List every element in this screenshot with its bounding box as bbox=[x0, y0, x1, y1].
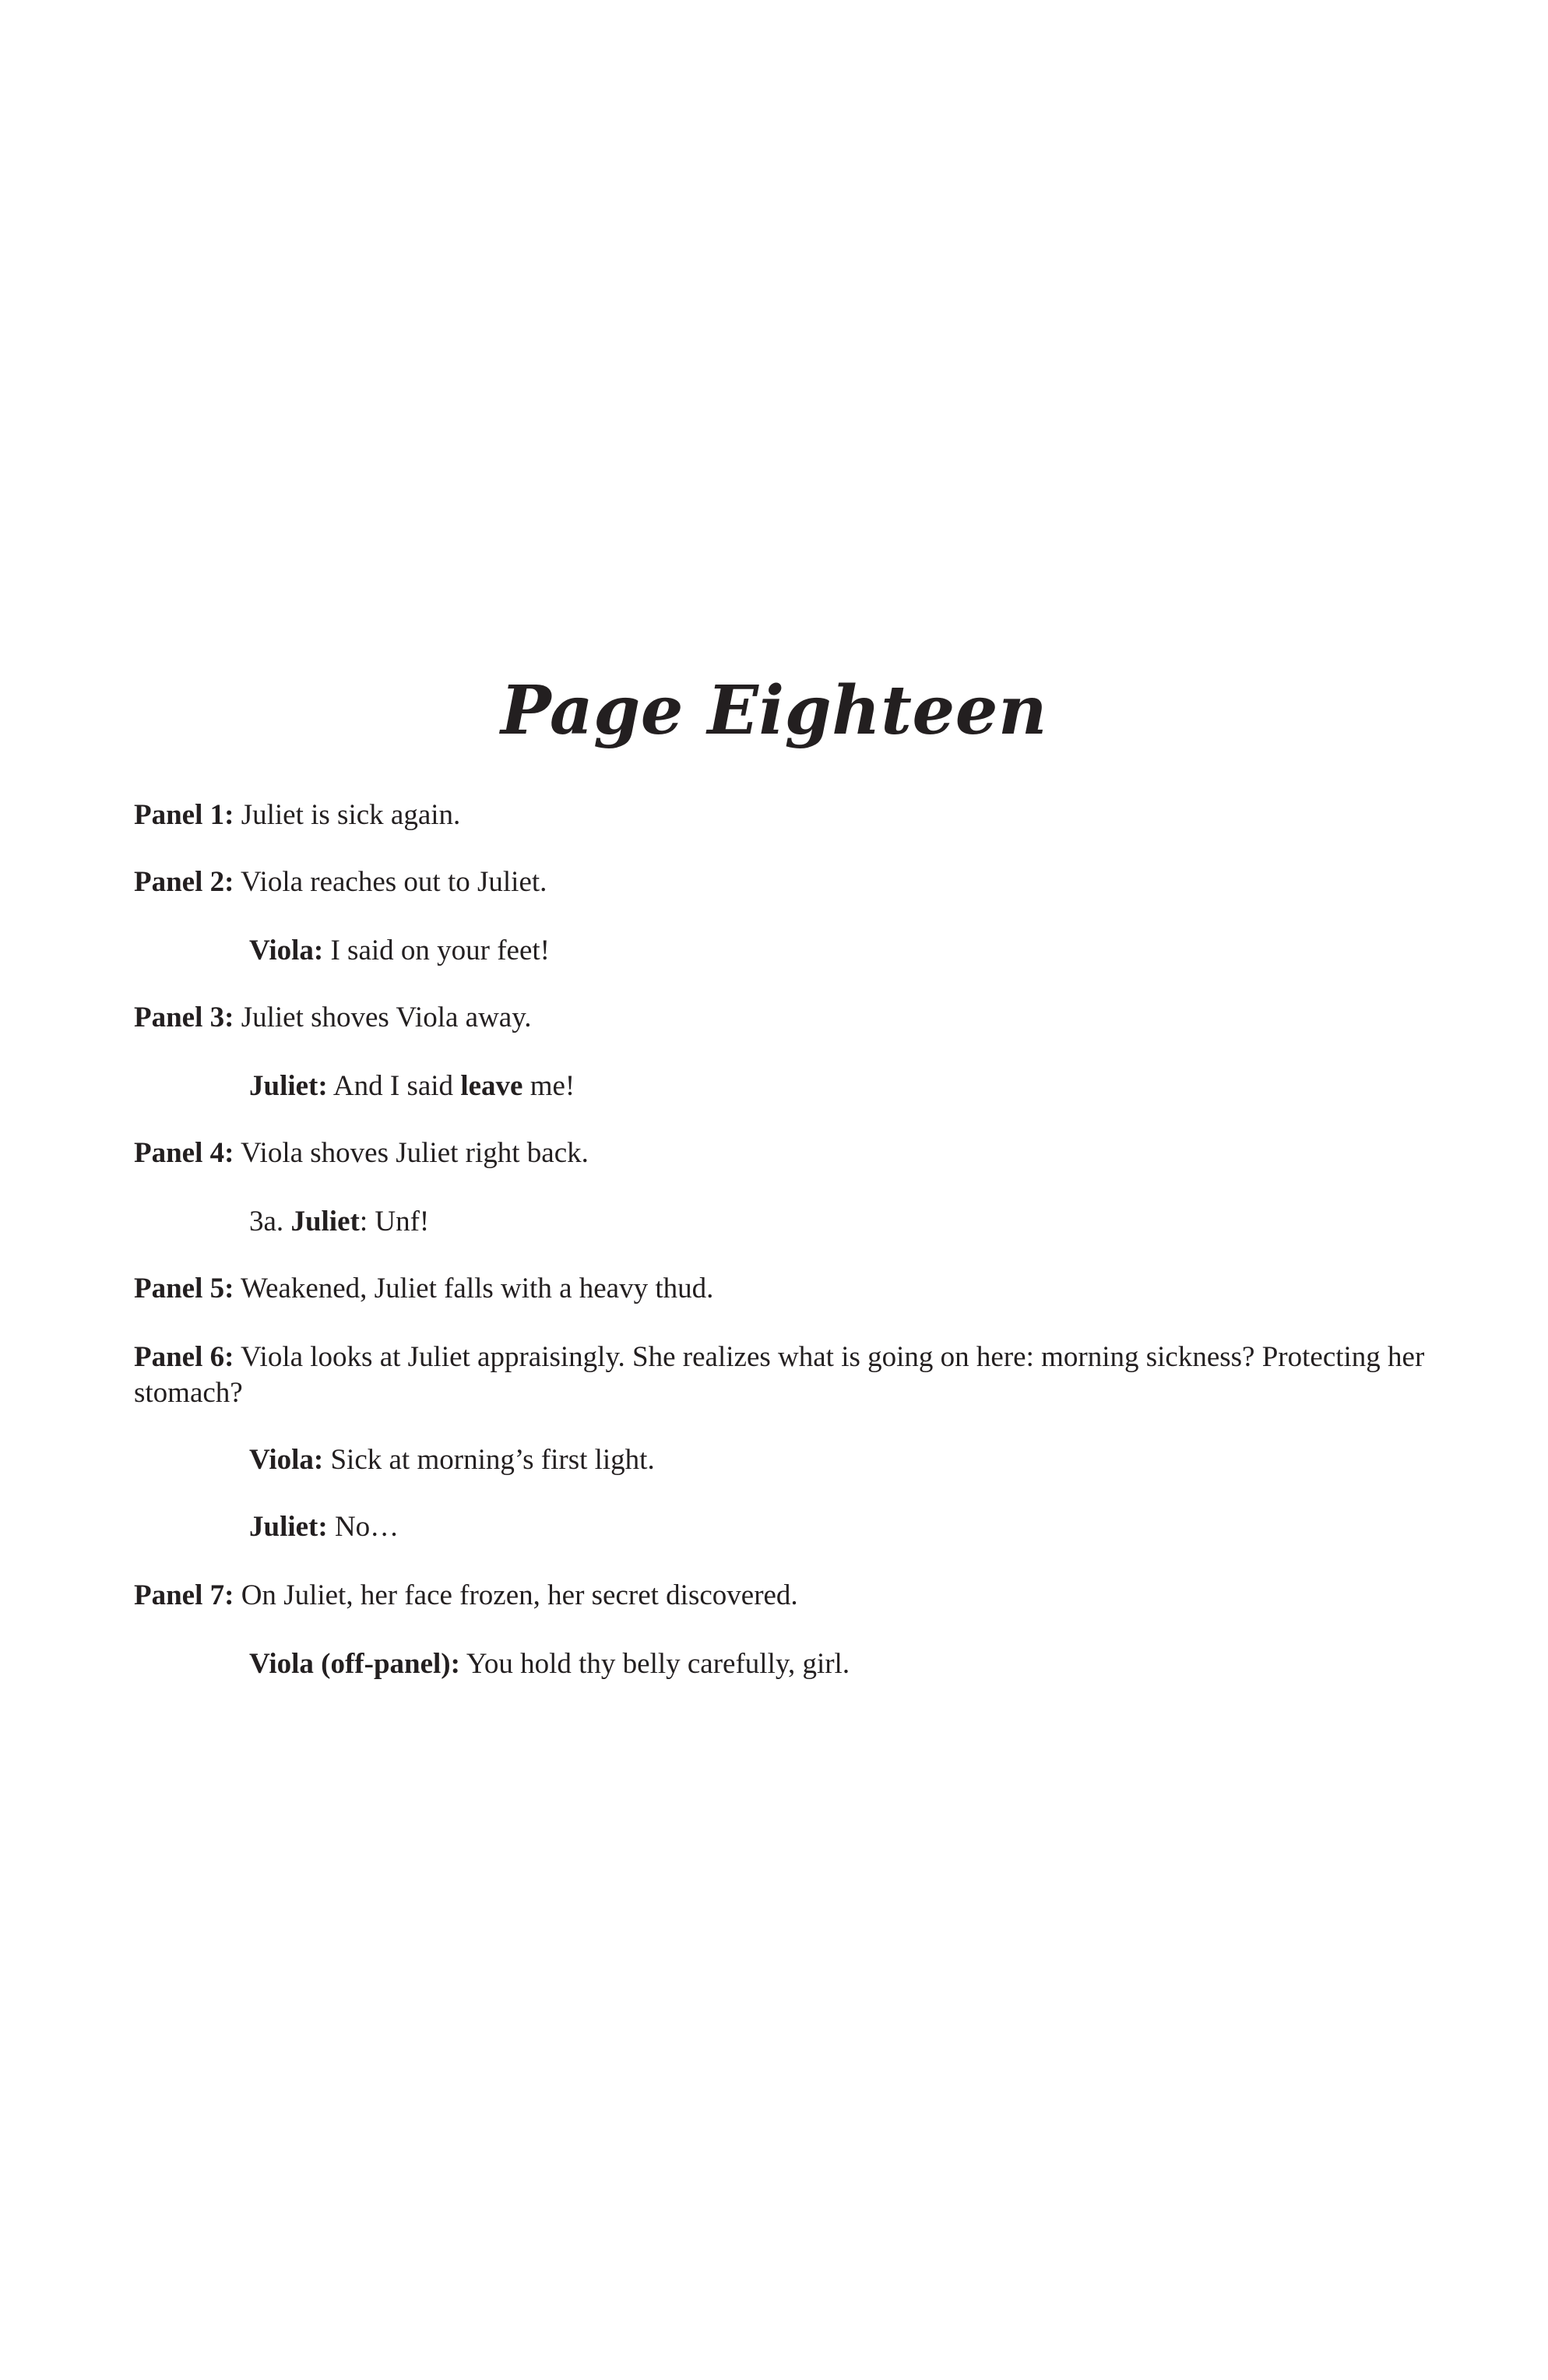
speaker-name: Viola: bbox=[249, 1444, 324, 1476]
sfx-juliet bbox=[249, 1204, 1417, 1240]
panel-description: Viola shoves Juliet right back. bbox=[234, 1137, 589, 1169]
panel-label: Panel 4: bbox=[134, 1137, 234, 1169]
panel-7 bbox=[134, 1578, 1427, 1614]
panel-label: Panel 2: bbox=[134, 866, 234, 898]
dialogue-text: You hold thy belly carefully, girl. bbox=[459, 1648, 850, 1680]
panel-6 bbox=[134, 1340, 1427, 1411]
balloon-number: 3a. bbox=[249, 1206, 291, 1238]
dialogue-viola bbox=[249, 933, 1417, 969]
speaker-name: Viola: bbox=[249, 935, 324, 966]
page-title: Page Eighteen bbox=[501, 671, 1047, 750]
dialogue-viola-off-panel bbox=[249, 1646, 1417, 1682]
panel-label: Panel 7: bbox=[134, 1579, 234, 1611]
dialogue-text: me! bbox=[522, 1070, 575, 1102]
dialogue-text: No… bbox=[327, 1511, 399, 1543]
panel-1 bbox=[134, 797, 1427, 833]
panel-4 bbox=[134, 1135, 1427, 1171]
dialogue-text: : Unf! bbox=[359, 1206, 430, 1238]
speaker-name: Viola (off-panel): bbox=[249, 1648, 460, 1680]
panel-label: Panel 1: bbox=[134, 799, 234, 831]
panel-description: Weakened, Juliet falls with a heavy thud. bbox=[234, 1273, 714, 1304]
dialogue-juliet bbox=[249, 1069, 1417, 1104]
panel-description: Juliet shoves Viola away. bbox=[234, 1002, 532, 1033]
panel-description: On Juliet, her face frozen, her secret discovered. bbox=[234, 1579, 798, 1611]
panel-label: Panel 6: bbox=[134, 1341, 234, 1373]
speaker-name: Juliet: bbox=[249, 1070, 328, 1102]
dialogue-text: I said on your feet! bbox=[323, 935, 550, 966]
panel-description: Viola reaches out to Juliet. bbox=[234, 866, 547, 898]
dialogue-viola bbox=[249, 1442, 1417, 1478]
dialogue-text: Sick at morning’s first light. bbox=[323, 1444, 655, 1476]
panel-label: Panel 5: bbox=[134, 1273, 234, 1304]
panel-5 bbox=[134, 1271, 1427, 1307]
panel-description: Juliet is sick again. bbox=[234, 799, 461, 831]
panel-2 bbox=[134, 864, 1427, 900]
speaker-name: Juliet: bbox=[249, 1511, 328, 1543]
panel-description: Viola looks at Juliet appraisingly. She realizes what is going on here: morning sickness? Protecting her stomach? bbox=[134, 1341, 1425, 1409]
speaker-name: Juliet bbox=[290, 1206, 360, 1238]
dialogue-emphasis: leave bbox=[460, 1070, 523, 1102]
panel-label: Panel 3: bbox=[134, 1002, 234, 1033]
dialogue-text: And I said bbox=[327, 1070, 461, 1102]
panel-3 bbox=[134, 1000, 1427, 1036]
dialogue-juliet bbox=[249, 1509, 1417, 1545]
